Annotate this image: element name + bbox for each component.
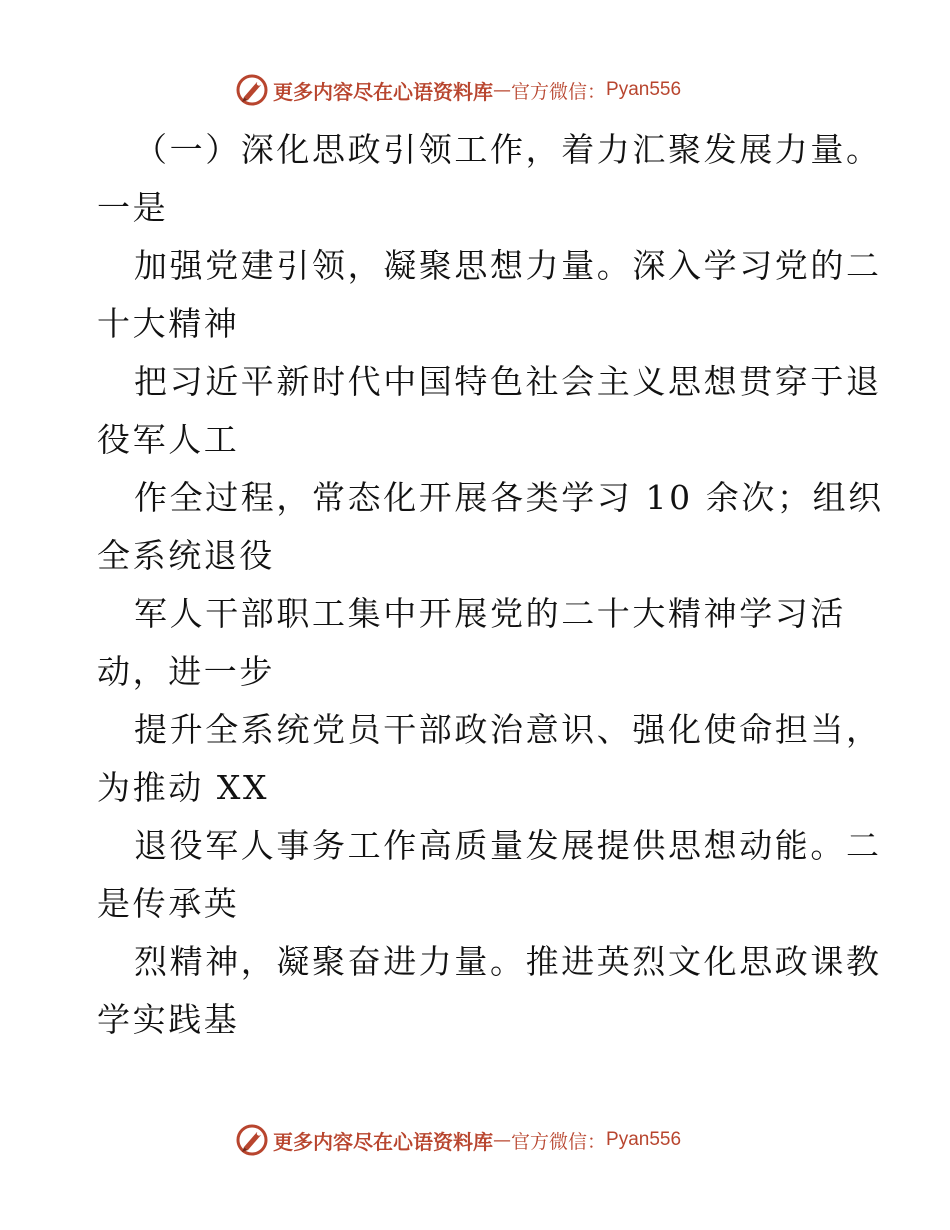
document-body — [97, 121, 884, 1049]
text-line: 退役军人事务工作高质量发展提供思想动能。二 — [134, 826, 882, 865]
text-line: 烈精神，凝聚奋进力量。推进英烈文化思政课教 — [134, 942, 882, 981]
watermark-wechat-label: 官方微信： — [511, 1130, 607, 1153]
text-line: 作全过程，常态化开展各类学习 10 余次；组织 — [134, 478, 884, 517]
footer-watermark — [235, 1123, 681, 1157]
text-line: 役军人工 — [97, 420, 240, 459]
watermark-main-text: 更多内容尽在心语资料库 — [273, 1129, 493, 1154]
text-line: 加强党建引领，凝聚思想力量。深入学习党的二 — [134, 246, 882, 285]
watermark-wechat-id: Pyan556 — [606, 1129, 682, 1150]
watermark-dash: — — [493, 79, 511, 101]
text-line: 动，进一步 — [97, 652, 275, 691]
text-line: 学实践基 — [97, 1000, 240, 1039]
text-line: 一是 — [97, 188, 169, 227]
pen-circle-logo-icon — [235, 73, 269, 107]
watermark-wechat-label: 官方微信： — [511, 80, 607, 103]
text-line: （一）深化思政引领工作，着力汇聚发展力量。 — [134, 130, 882, 169]
watermark-dash: — — [493, 1129, 511, 1151]
text-line: 为推动 XX — [97, 768, 270, 807]
text-line: 全系统退役 — [97, 536, 275, 575]
text-line: 十大精神 — [97, 304, 240, 343]
watermark-main-text: 更多内容尽在心语资料库 — [273, 79, 493, 104]
text-line: 是传承英 — [97, 884, 240, 923]
text-line: 把习近平新时代中国特色社会主义思想贯穿于退 — [134, 362, 882, 401]
header-watermark — [235, 73, 681, 107]
text-line: 军人干部职工集中开展党的二十大精神学习活 — [134, 594, 846, 633]
pen-circle-logo-icon — [235, 1123, 269, 1157]
watermark-wechat-id: Pyan556 — [606, 79, 682, 100]
text-line: 提升全系统党员干部政治意识、强化使命担当， — [134, 710, 882, 749]
